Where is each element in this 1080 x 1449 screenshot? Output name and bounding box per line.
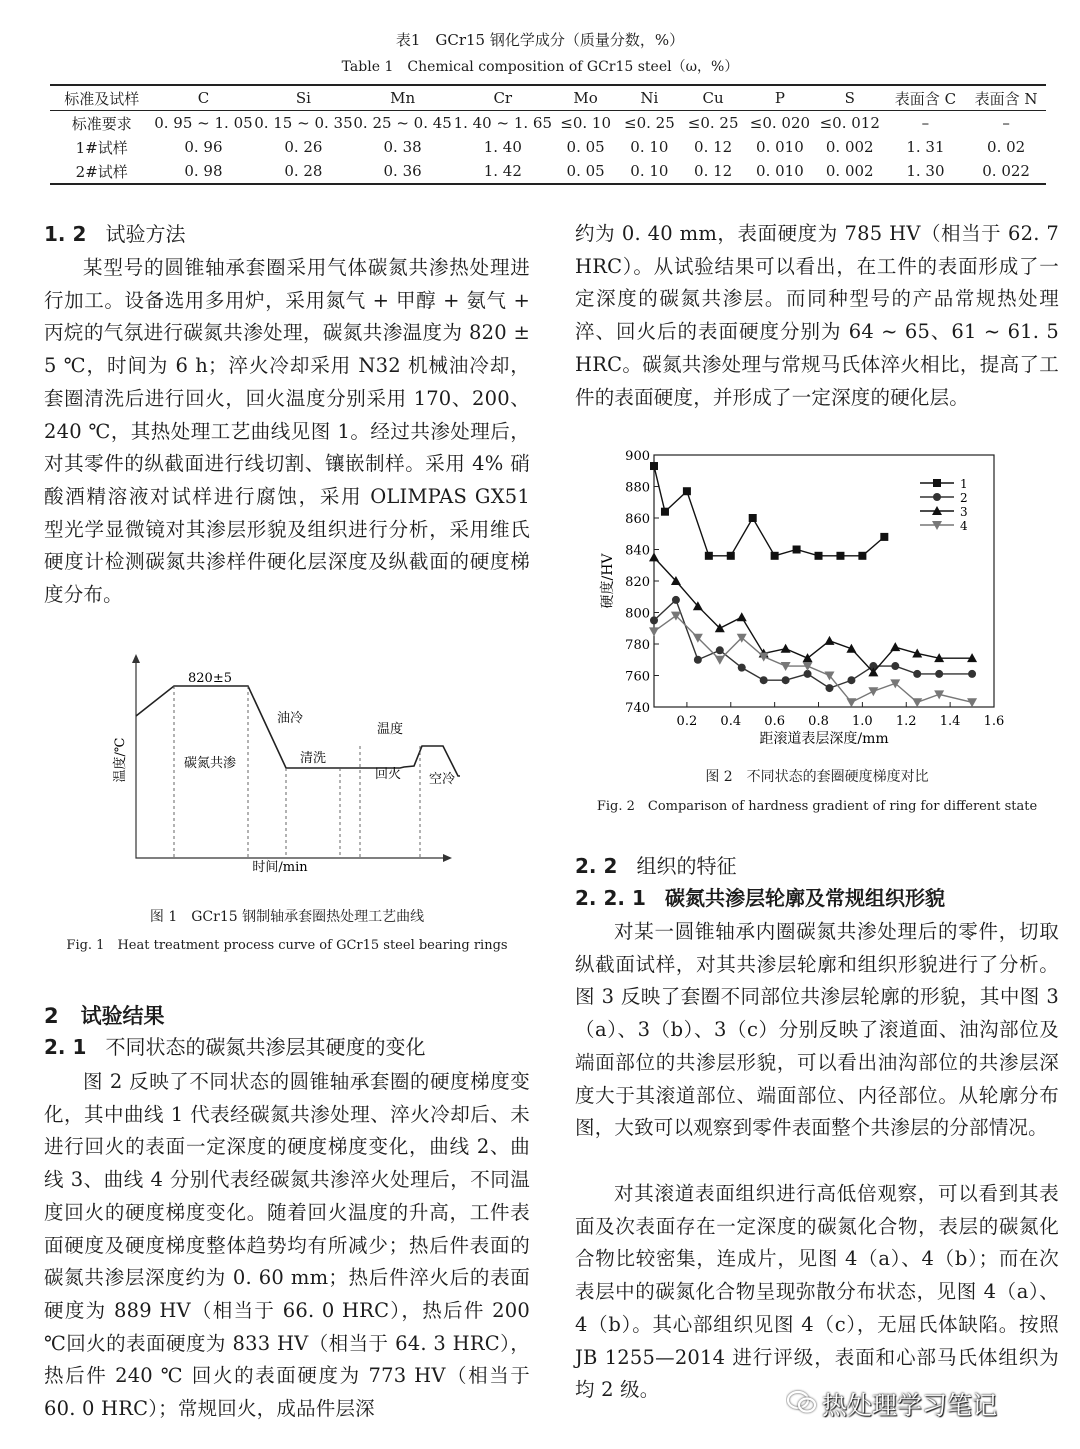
section-title: 试验结果: [80, 1004, 165, 1028]
table-cell: 0. 96: [184, 138, 223, 156]
table-header-cell: 表面含 N: [974, 89, 1038, 108]
data-point: [824, 636, 834, 645]
table-header-row: [50, 85, 1046, 111]
temperature-label: 820±5: [188, 671, 232, 686]
data-point: [913, 670, 921, 678]
series-line-3: [654, 557, 972, 672]
data-point: [650, 616, 658, 624]
data-point: [738, 664, 746, 672]
table-cell: –: [1002, 114, 1010, 132]
watermark-text: 热处理学习笔记: [822, 1391, 998, 1420]
table-cell: 0. 02: [987, 138, 1026, 156]
data-point: [858, 552, 866, 560]
wechat-logo-icon: [786, 1388, 818, 1416]
legend-label: 3: [960, 505, 968, 519]
data-point: [846, 644, 856, 653]
y-tick-label: 880: [625, 480, 650, 496]
stage-oil-cooling: 油冷: [276, 711, 304, 726]
table-cell: ≤0. 012: [819, 114, 880, 132]
table-cell: 0. 12: [694, 162, 733, 180]
data-point: [760, 676, 768, 684]
x-tick-label: 1.6: [983, 714, 1005, 729]
table-cell: ≤0. 020: [749, 114, 811, 132]
data-point: [661, 508, 669, 516]
table-cell: 标准要求: [71, 114, 132, 133]
figure-1-caption-en: Fig. 1 Heat treatment process curve of GCr15 steel bearing rings: [66, 938, 508, 953]
table-cell: 0. 28: [284, 162, 323, 180]
table-cell: –: [921, 114, 930, 132]
table-cell: 0. 98: [184, 162, 223, 180]
data-point: [782, 676, 790, 684]
data-point: [890, 642, 900, 651]
data-point: [649, 627, 659, 636]
figure-2-caption-en: Fig. 2 Comparison of hardness gradient of ring for different state: [596, 799, 1038, 814]
table1-caption-cn: 表1 GCr15 钢化学成分（质量分数，%）: [395, 31, 685, 49]
y-tick-label: 860: [625, 512, 650, 527]
x-tick-label: 0.6: [764, 714, 785, 729]
section-2-2-heading: [575, 850, 736, 882]
section-number: 2. 2. 1: [575, 886, 646, 910]
table-cell: 0. 002: [825, 138, 874, 156]
table-cell: 0. 10: [630, 162, 669, 180]
data-point: [705, 552, 713, 560]
legend-label: 4: [960, 519, 968, 533]
table-cell: 0. 25 ~ 0. 45: [353, 114, 452, 132]
x-tick-label: 1.2: [895, 714, 917, 729]
table-header-cell: S: [844, 89, 855, 107]
section-title: 碳氮共渗层轮廓及常规组织形貌: [664, 886, 945, 910]
table-row: [50, 159, 1046, 184]
y-axis-label: 温度/℃: [113, 737, 128, 783]
y-tick-label: 840: [625, 543, 650, 559]
section-title: 组织的特征: [636, 854, 737, 878]
figure-2-caption-cn: 图 2 不同状态的套圈硬度梯度对比: [705, 769, 929, 785]
legend-marker: [933, 493, 941, 501]
data-point: [749, 514, 757, 522]
test-method-paragraph: 某型号的圆锥轴承套圈采用气体碳氮共渗热处理进行加工。设备选用多用炉，采用氮气 + 甲醇 + 氨气 + 丙烷的气氛进行碳氮共渗处理，碳氮共渗温度为 820 ± 5 ℃，时间为 6 h；淬火冷却采用 N32 机械油冷却，套圈清洗后进行回火，回火温度分别采用 170、200、240 ℃，其热处理工艺曲线见图 1。经过共渗处理后，对其零件的纵截面进行线切割、镶嵌制样。采用 4% 硝酸酒精溶液对试样进行腐蚀，采用 OLIMPAS GX51 型光学显微镜对其渗层形貌及组织进行分析，采用维氏硬度计检测碳氮共渗样件硬化层深度及纵截面的硬度梯度分布。: [44, 256, 530, 607]
x-tick-label: 1.0: [852, 714, 873, 729]
figure-2-hardness-chart: [594, 445, 1044, 755]
section-number: 2. 1: [44, 1035, 87, 1059]
series-line-2: [654, 600, 972, 688]
table-header-cell: 表面含 C: [894, 89, 957, 108]
table-row: [50, 135, 1046, 159]
data-point: [935, 670, 943, 678]
series-line-1: [654, 466, 884, 556]
table-header-cell: C: [197, 89, 210, 107]
y-tick-label: 740: [625, 701, 650, 716]
right-top-paragraph: 约为 0. 40 mm，表面硬度为 785 HV（相当于 62. 7 HRC）。从试验结果可以看出，在工件的表面形成了一定深度的碳氮共渗层。而同种型号的产品常规热处理淬、回火后的表面硬度分别为 64 ~ 65、61 ~ 61. 5 HRC。碳氮共渗处理与常规马氏体淬火相比，提高了工件的表面硬度，并形成了一定深度的硬化层。: [575, 222, 1059, 409]
data-point: [672, 596, 680, 604]
section-2-heading: [44, 1000, 165, 1030]
table-cell: 0. 05: [566, 162, 605, 180]
hardness-change-paragraph: 图 2 反映了不同状态的圆锥轴承套圈的硬度梯度变化，其中曲线 1 代表经碳氮共渗处理、淬火冷却后、未进行回火的表面一定深度的硬度梯度变化，曲线 2、曲线 3、曲线 4 分别代表经碳氮共渗淬火处理后，不同温度回火的硬度梯度变化。随着回火温度的升高，工件表面硬度及硬度梯度整体趋势均有所减少；热后件表面的碳氮共渗层深度约为 0. 60 mm；热后件淬火后的表面硬度为 889 HV（相当于 66. 0 HRC），热后件 200 ℃回火的表面硬度为 833 HV（相当于 64. 3 HRC），热后件 240 ℃ 回火的表面硬度为 773 HV（相当于 60. 0 HRC）；常规回火，成品件层深: [44, 1070, 530, 1421]
stage-tempering: 回火: [374, 767, 402, 782]
table-cell: 1#试样: [75, 138, 128, 157]
x-axis-label: 距滚道表层深度/mm: [759, 731, 889, 747]
microstructure-paragraph: 对其滚道表面组织进行高低倍观察，可以看到其表面及次表面存在一定深度的碳氮化合物，表层的碳氮化合物比较密集，连成片，见图 4（a）、4（b）；而在次表层中的碳氮化合物呈现弥散分布状态，见图 4（a）、4（b）。其心部组织见图 4（c），无屈氏体缺陷。按照 JB 1255—2014 进行评级，表面和心部马氏体组织为均 2 级。: [575, 1182, 1059, 1402]
stage-carbonitriding: 碳氮共渗: [183, 756, 237, 771]
data-point: [649, 552, 659, 561]
y-tick-label: 800: [625, 606, 650, 622]
table-cell: 1. 40: [483, 138, 522, 156]
x-axis-label: 时间/min: [252, 860, 308, 875]
figure-1-caption-cn: 图 1 GCr15 钢制轴承套圈热处理工艺曲线: [149, 909, 425, 925]
data-point: [967, 698, 977, 707]
data-point: [793, 546, 801, 554]
stage-temper-temperature: 温度: [376, 722, 404, 737]
data-point: [880, 533, 888, 541]
legend-label: 1: [960, 477, 968, 491]
data-point: [727, 552, 735, 560]
data-point: [781, 644, 791, 653]
x-tick-label: 0.2: [676, 714, 698, 729]
table-cell: 0. 10: [630, 138, 669, 156]
x-tick-label: 0.8: [808, 714, 829, 729]
y-tick-label: 900: [625, 449, 650, 464]
table-cell: 0. 010: [756, 138, 804, 156]
data-point: [912, 698, 922, 707]
table-header-cell: Si: [295, 89, 311, 107]
data-point: [846, 698, 856, 707]
plot-frame: [654, 455, 994, 707]
data-point: [716, 646, 724, 654]
data-point: [771, 552, 779, 560]
section-number: 1. 2: [44, 222, 87, 246]
table-header-cell: 标准及试样: [64, 89, 140, 108]
data-point: [683, 487, 691, 495]
profile-paragraph: 对某一圆锥轴承内圈碳氮共渗处理后的零件，切取纵截面试样，对其共渗层轮廓和组织形貌进行了分析。图 3 反映了套圈不同部位共渗层轮廓的形貌，其中图 3（a）、3（b）、3（c）分别反映了滚道面、油沟部位及端面部位的共渗层形貌，可以看出油沟部位的共渗层深度大于其滚道部位、端面部位、内径部位。从轮廓分布图，大致可以观察到零件表面整个共渗层的分部情况。: [575, 920, 1059, 1140]
data-point: [804, 670, 812, 678]
table-cell: 0. 15 ~ 0. 35: [254, 114, 353, 132]
table-header-cell: Mn: [390, 89, 416, 107]
section-2-2-1-heading: [575, 882, 945, 914]
y-tick-label: 780: [625, 638, 650, 653]
section-number: 2. 2: [575, 854, 618, 878]
table-row: [50, 111, 1046, 136]
table-cell: 1. 40 ~ 1. 65: [453, 114, 552, 132]
data-point: [825, 684, 833, 692]
y-tick-label: 820: [625, 575, 650, 590]
table-cell: 0. 26: [284, 138, 323, 156]
stage-cleaning: 清洗: [299, 751, 327, 766]
section-title: 不同状态的碳氮共渗层其硬度的变化: [105, 1035, 426, 1059]
table-cell: 0. 95 ~ 1. 05: [154, 114, 253, 132]
table-cell: ≤0. 25: [687, 114, 739, 132]
y-axis-label: 硬度/HV: [600, 553, 616, 609]
table-cell: 0. 002: [825, 162, 874, 180]
table-cell: 0. 12: [694, 138, 733, 156]
table-header-cell: Ni: [640, 89, 659, 107]
table-cell: 0. 022: [982, 162, 1030, 180]
table-cell: 0. 05: [566, 138, 605, 156]
x-tick-label: 0.4: [720, 714, 742, 729]
table-cell: 0. 36: [383, 162, 422, 180]
section-title: 试验方法: [105, 222, 186, 246]
data-point: [968, 670, 976, 678]
table-cell: ≤0. 10: [560, 114, 611, 132]
data-point: [694, 656, 702, 664]
section-1-2-heading: [44, 218, 185, 250]
table-cell: 1. 30: [906, 162, 945, 180]
table-cell: 1. 42: [483, 162, 522, 180]
data-point: [650, 462, 658, 470]
table-cell: 2#试样: [75, 162, 128, 181]
table-cell: 0. 010: [756, 162, 804, 180]
data-point: [737, 612, 747, 621]
table1-caption-en: Table 1 Chemical composition of GCr15 steel（ω，%）: [341, 59, 739, 75]
data-point: [868, 687, 878, 696]
data-point: [847, 676, 855, 684]
chemical-composition-table: [50, 84, 1046, 185]
data-point: [715, 656, 725, 665]
section-2-1-heading: [44, 1031, 425, 1063]
x-tick-label: 1.4: [939, 714, 961, 729]
legend-label: 2: [960, 491, 968, 505]
table-header-cell: Cr: [493, 89, 513, 107]
legend-marker: [933, 479, 941, 487]
y-tick-label: 760: [625, 669, 650, 685]
table-cell: 0. 38: [383, 138, 422, 156]
table-cell: 1. 31: [906, 138, 945, 156]
section-number: 2: [44, 1004, 59, 1028]
table-header-cell: P: [774, 89, 785, 107]
table-cell: ≤0. 25: [624, 114, 675, 132]
table-header-cell: Cu: [702, 89, 724, 107]
figure-1-process-curve: [100, 650, 460, 880]
table-header-cell: Mo: [573, 89, 598, 107]
data-point: [836, 552, 844, 560]
data-point: [891, 662, 899, 670]
stage-air-cooling: 空冷: [428, 772, 456, 787]
data-point: [815, 552, 823, 560]
